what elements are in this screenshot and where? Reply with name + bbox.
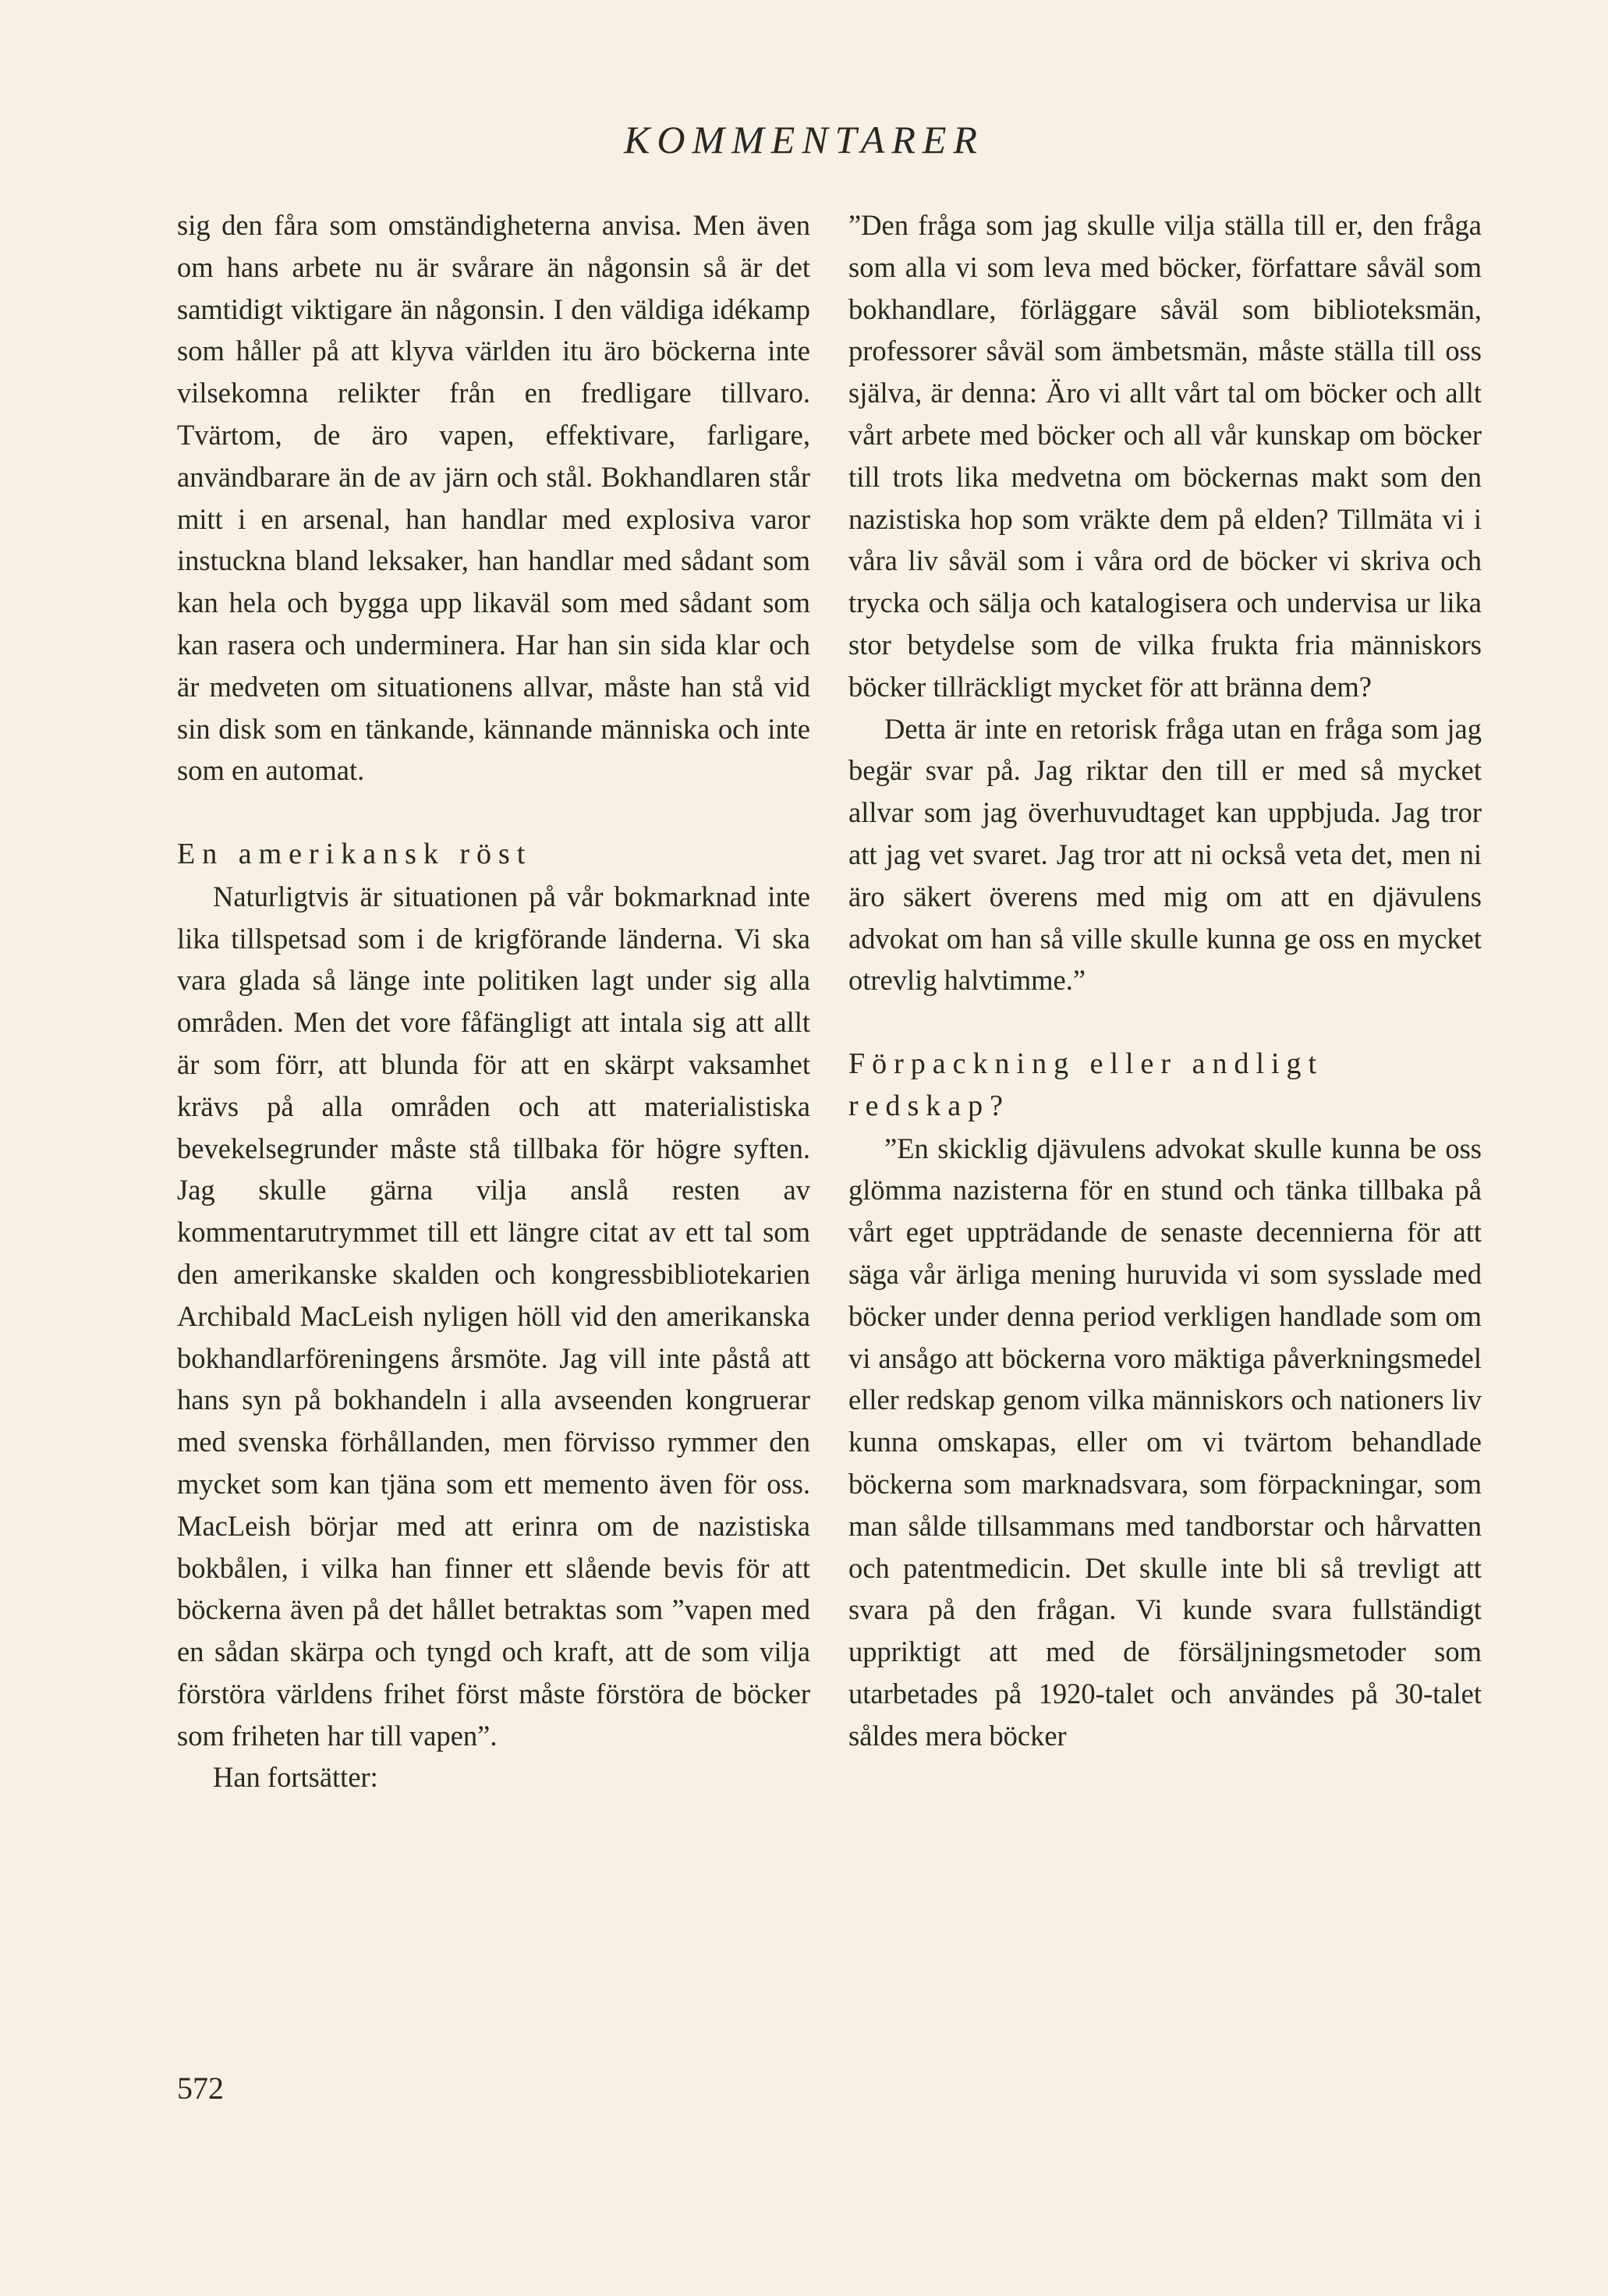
- section-heading: En amerikansk röst: [177, 837, 533, 870]
- paragraph: Detta är inte en retorisk fråga utan en fråga som jag begär svar på. Jag riktar den till er med så mycket allvar som jag överhuvudtaget kan uppbjuda. Jag tror att jag vet svaret. Jag tror att ni också veta det, men ni äro säkert överens med mig om att en djävulens advokat om han så ville skulle kunna ge oss en mycket otrevlig halvtimme.”: [848, 712, 1482, 997]
- paragraph: Naturligtvis är situationen på vår bokmarknad inte lika tillspetsad som i de krigförande länderna. Vi ska vara glada så länge inte politiken lagt under sig alla områden. Men det vore fåfängligt att intala sig att allt är som förr, att blunda för att en skärpt vaksamhet krävs på alla områden och att materialistiska bevekelsegrunder måste stå tillbaka för högre syften. Jag skulle gärna vilja anslå resten av kommentarutrymmet till ett längre citat av ett tal som den amerikanske skalden och kongressbibliotekarien Archibald MacLeish nyligen höll vid den amerikanska bokhandlarföreningens årsmöte. Jag vill inte påstå att hans syn på bokhandeln i alla avseenden kongruerar med svenska förhållanden, men förvisso rymmer den mycket som kan tjäna som ett memento även för oss. MacLeish börjar med att erinra om de nazistiska bokbålen, i vilka han finner ett slående bevis för att böckerna även på det hållet betraktas som ”vapen med en sådan skärpa och tyngd och kraft, att de som vilja förstöra världens frihet först måste förstöra de böcker som friheten har till vapen”.: [177, 880, 810, 1752]
- paragraph: ”Den fråga som jag skulle vilja ställa till er, den fråga som alla vi som leva med böcker, författare såväl som bokhandlare, förläggare såväl som biblioteksmän, professorer såväl som ämbetsmän, måste ställa till oss själva, är denna: Äro vi allt vårt tal om böcker och allt vårt arbete med böcker och all vår kunskap om böcker till trots lika medvetna om böckernas makt som den nazistiska hop som vräkte dem på elden? Tillmäta vi i våra liv såväl som i våra ord de böcker vi skriva och trycka och sälja och katalogisera och undervisa ur lika stor betydelse som de vilka frukta fria människors böcker tillräckligt mycket för att bränna dem?: [848, 209, 1482, 703]
- paragraph: sig den fåra som omständigheterna anvisa. Men även om hans arbete nu är svårare än någonsin så är det samtidigt viktigare än någonsin. I den väldiga idékamp som håller på att klyva världen itu äro böckerna inte vilsekomna relikter från en fredligare tillvaro. Tvärtom, de äro vapen, effektivare, farligare, användbarare än de av järn och stål. Bokhandlaren står mitt i en arsenal, han handlar med explosiva varor instuckna bland leksaker, han handlar med sådant som kan hela och bygga upp likaväl som med sådant som kan rasera och underminera. Har han sin sida klar och är medveten om situationens allvar, måste han stå vid sin disk som en tänkande, kännande människa och inte som en automat.: [177, 209, 810, 787]
- right-column: [848, 204, 1482, 1756]
- left-column: [177, 204, 810, 1798]
- paragraph: ”En skicklig djävulens advokat skulle kunna be oss glömma nazisterna för en stund och tänka tillbaka på vårt eget uppträdande de senaste decennierna för att säga vår ärliga mening huruvida vi som sysslade med böcker under denna period verkligen handlade som om vi ansågo att böckerna voro mäktiga påverkningsmedel eller redskap genom vilka människors och nationers liv kunna omskapas, eller om vi tvärtom behandlade böckerna som marknadsvara, som förpackningar, som man sålde tillsammans med tandborstar och hårvatten och patentmedicin. Det skulle inte bli så trevligt att svara på den frågan. Vi kunde svara fullständigt uppriktigt att med de försäljningsmetoder som utarbetades på 1920-talet och användes på 30-talet såldes mera böcker: [848, 1132, 1482, 1752]
- paragraph: Han fortsätter:: [213, 1761, 378, 1794]
- running-head: KOMMENTARER: [624, 118, 984, 161]
- section-heading: Förpackning eller andligt redskap?: [848, 1047, 1324, 1122]
- page-number: 572: [177, 2071, 224, 2106]
